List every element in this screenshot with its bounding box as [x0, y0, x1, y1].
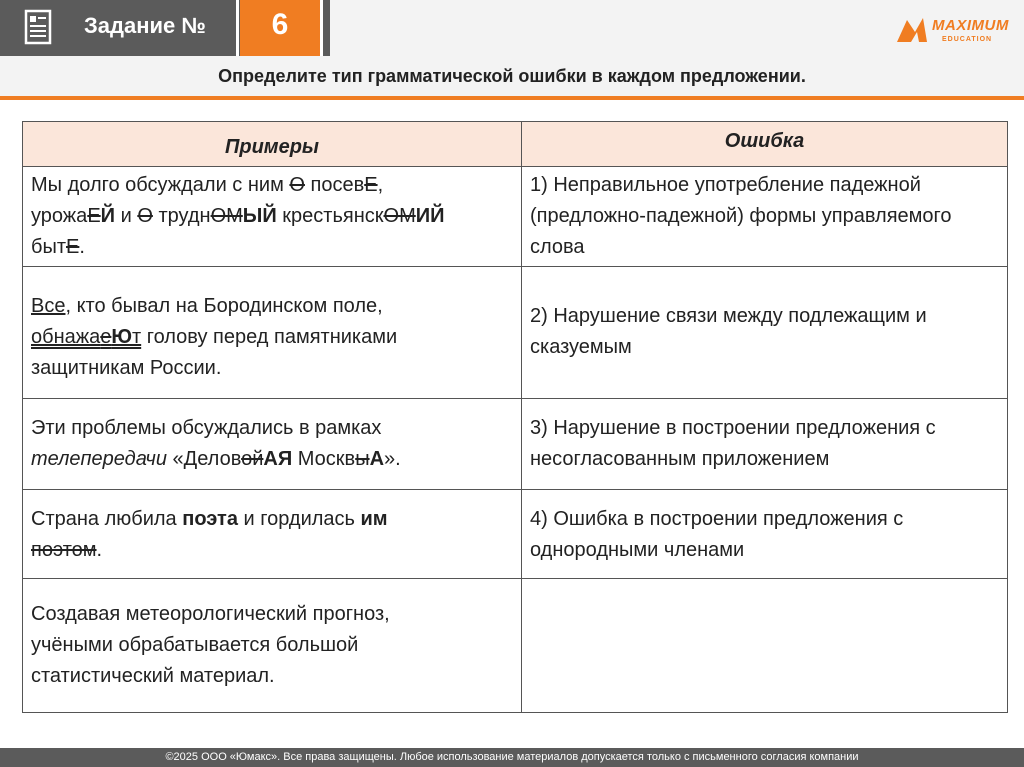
table-header-row	[23, 122, 1008, 167]
error-cell-4: 4) Ошибка в построении предложения с однородными членами	[522, 490, 1008, 579]
grammar-table	[22, 121, 1008, 713]
logo-subtitle: EDUCATION	[942, 36, 993, 43]
table-row	[23, 490, 1008, 579]
footer-copyright: ©2025 ООО «Юмакс». Все права защищены. Любое использование материалов допускается только с письменного согласия компании	[165, 751, 859, 763]
error-cell-5	[522, 579, 1008, 713]
example-cell-2: Все, кто бывал на Бородинском поле, обнажаеЮт голову перед памятниками защитникам России.	[23, 267, 522, 399]
document-icon	[18, 8, 58, 48]
table-row	[23, 399, 1008, 490]
example-cell-5: Создавая метеорологический прогноз, учёными обрабатывается большой статистический материал.	[23, 579, 522, 713]
header-error: Ошибка	[522, 122, 1008, 167]
table-row	[23, 167, 1008, 267]
instruction: Определите тип грамматической ошибки в каждом предложении.	[218, 66, 806, 86]
task-number: 6	[271, 8, 289, 41]
example-cell-1: Мы долго обсуждали с ним О посевЕ, урожаЕЙ и О труднОМЫЙ крестьянскОМИЙ бытЕ.	[23, 167, 522, 267]
table-row	[23, 579, 1008, 713]
error-cell-3: 3) Нарушение в построении предложения с несогласованным приложением	[522, 399, 1008, 490]
example-cell-4: Страна любила поэта и гордилась им поэтом.	[23, 490, 522, 579]
header-examples: Примеры	[23, 122, 522, 167]
example-cell-3: Эти проблемы обсуждались в рамках телепередачи «ДеловойАЯ МосквыА».	[23, 399, 522, 490]
logo-text: MAXIMUM	[932, 17, 1009, 34]
table-row	[23, 267, 1008, 399]
error-cell-2: 2) Нарушение связи между подлежащим и сказуемым	[522, 267, 1008, 399]
error-cell-1: 1) Неправильное употребление падежной (предложно-падежной) формы управляемого слова	[522, 167, 1008, 267]
divider	[320, 0, 323, 56]
divider	[236, 0, 239, 56]
task-label: Задание №	[84, 13, 206, 38]
header-divider	[0, 96, 1024, 100]
